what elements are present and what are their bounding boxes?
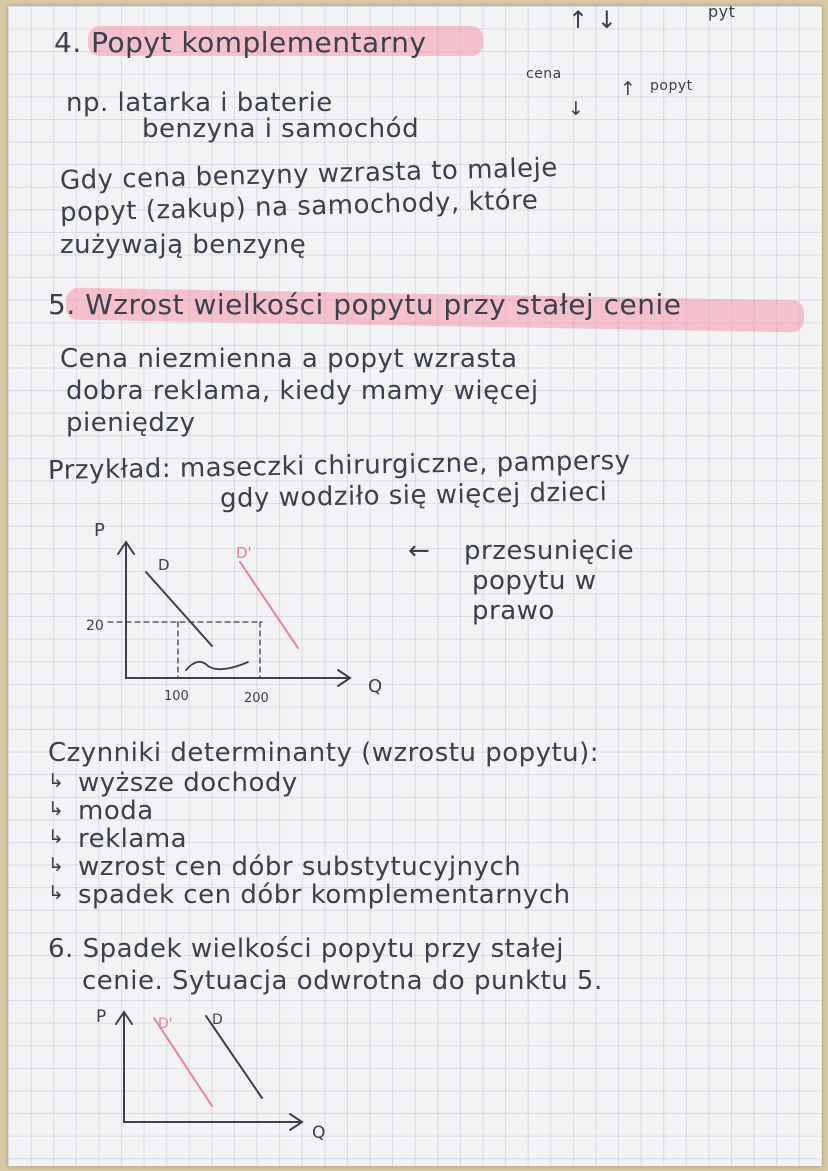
determinant-text: reklama — [78, 824, 188, 854]
chart1-d-prime-label: D' — [236, 544, 252, 562]
bullet-arrow-icon: ↳ — [48, 826, 65, 848]
shift-line3: prawo — [472, 596, 555, 626]
chart1-y-label: P — [94, 520, 105, 541]
determinant-text: moda — [78, 796, 154, 826]
section4-title: 4. Popyt komplementarny — [54, 26, 427, 59]
notebook-page — [8, 6, 822, 1166]
chart1-y-tick: 20 — [86, 618, 104, 634]
chart1-x-label: Q — [368, 676, 383, 697]
section4-para-line2: popyt (zakup) na samochody, które — [59, 185, 539, 228]
chart2-d-label: D — [212, 1012, 223, 1028]
chart2-y-label: P — [96, 1007, 107, 1027]
section4-para-line1: Gdy cena benzyny wzrasta to maleje — [59, 152, 559, 196]
section5-title: 5. Wzrost wielkości popytu przy stałej cenie — [48, 288, 682, 321]
chart1-curve-d-prime — [240, 562, 298, 648]
determinants-heading: Czynniki determinanty (wzrostu popytu): — [48, 738, 600, 768]
section4-example-line2: benzyna i samochód — [142, 114, 420, 144]
bullet-arrow-icon: ↳ — [48, 854, 65, 876]
chart1-x-tick1: 100 — [164, 689, 189, 704]
section5-example-line2: gdy wodziło się więcej dzieci — [219, 477, 608, 514]
section6-line2: cenie. Sytuacja odwrotna do punktu 5. — [82, 966, 603, 996]
cena-label: cena — [526, 66, 562, 82]
cena-down-arrow: ↓ — [568, 98, 585, 120]
section5-example-line1: Przykład: maseczki chirurgiczne, pampersy — [47, 445, 631, 486]
chart2-x-label: Q — [312, 1123, 326, 1143]
chart2-curve-d — [206, 1016, 262, 1098]
section6-line1: 6. Spadek wielkości popytu przy stałej — [48, 934, 564, 964]
chart1-shift-mark — [186, 662, 248, 670]
chart1-curve-d — [146, 572, 212, 646]
determinant-text: wzrost cen dóbr substytucyjnych — [78, 852, 522, 882]
chart1-x-tick2: 200 — [244, 691, 269, 706]
section4-example-line1: np. latarka i baterie — [66, 88, 333, 118]
shift-line2: popytu w — [472, 566, 597, 596]
section4-para-line3: zużywają benzynę — [60, 230, 307, 260]
popyt-label: popyt — [650, 78, 693, 94]
chart2-d-prime-label: D' — [158, 1016, 173, 1032]
popyt-up-arrow: ↑ — [620, 78, 637, 100]
shift-arrow: ← — [408, 536, 431, 566]
bullet-arrow-icon: ↳ — [48, 882, 65, 904]
shift-line1: przesunięcie — [464, 536, 635, 566]
determinant-text: wyższe dochody — [78, 768, 298, 798]
bullet-arrow-icon: ↳ — [48, 770, 65, 792]
chart1-d-label: D — [158, 556, 170, 574]
determinant-text: spadek cen dóbr komplementarnych — [78, 880, 571, 910]
section5-line2: dobra reklama, kiedy mamy więcej — [66, 376, 539, 406]
bullet-arrow-icon: ↳ — [48, 798, 65, 820]
section5-line3: pieniędzy — [66, 408, 196, 438]
section5-line1: Cena niezmienna a popyt wzrasta — [60, 344, 518, 374]
top-arrows: ↑ ↓ — [568, 6, 618, 34]
top-fragment: pyt — [708, 6, 736, 21]
